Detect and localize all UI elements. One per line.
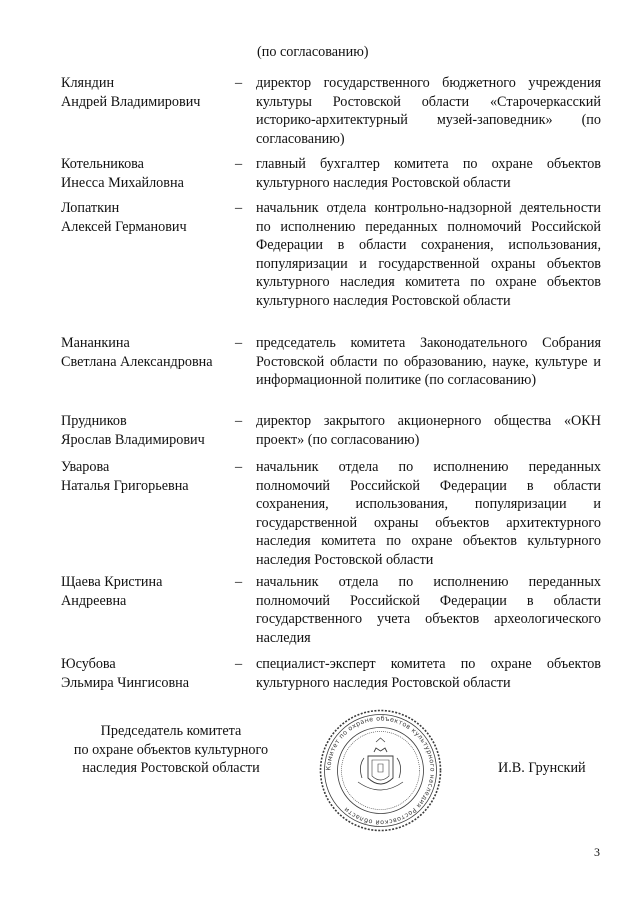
member-given-names: Алексей Германович bbox=[61, 218, 187, 235]
member-surname: Кляндин bbox=[61, 75, 115, 91]
member-name bbox=[61, 573, 231, 610]
chairman-title-line: Председатель комитета bbox=[100, 723, 242, 739]
member-role: председатель комитета Законодательного Собрания Ростовской области по образованию, науке, культуре и информационной политике (по согласованию) bbox=[256, 335, 601, 389]
member-given-names: Ярослав Владимирович bbox=[61, 431, 205, 448]
signer-name: И.В. Грунский bbox=[498, 760, 586, 776]
member-role: главный бухгалтер комитета по охране объектов культурного наследия Ростовской области bbox=[256, 156, 601, 191]
member-name bbox=[61, 458, 231, 495]
member-given-names: Наталья Григорьевна bbox=[61, 477, 189, 494]
member-role: директор государственного бюджетного учреждения культуры Ростовской области «Старочеркасский историко-архитектурный музей-заповедник» (по согласованию) bbox=[256, 75, 601, 147]
dash-separator: – bbox=[235, 413, 243, 429]
member-name bbox=[61, 334, 231, 371]
official-seal bbox=[318, 708, 443, 833]
member-given-names: Андреевна bbox=[61, 592, 127, 609]
member-name bbox=[61, 155, 231, 192]
dash-separator: – bbox=[235, 574, 243, 590]
member-surname: Уварова bbox=[61, 459, 110, 475]
dash-separator: – bbox=[235, 200, 243, 216]
member-surname: Лопаткин bbox=[61, 200, 120, 216]
chairman-title bbox=[60, 722, 282, 778]
member-role: директор закрытого акционерного общества «ОКН проект» (по согласованию) bbox=[256, 413, 601, 448]
member-given-names: Эльмира Чингисовна bbox=[61, 674, 190, 691]
dash-separator: – bbox=[235, 459, 243, 475]
member-surname: Юсубова bbox=[61, 656, 116, 672]
chairman-title-line: наследия Ростовской области bbox=[82, 760, 260, 777]
coat-of-arms-emblem bbox=[358, 738, 403, 790]
member-given-names: Андрей Владимирович bbox=[61, 93, 201, 110]
dash-separator: – bbox=[235, 335, 243, 351]
member-name bbox=[61, 74, 231, 111]
member-name bbox=[61, 412, 231, 449]
chairman-title-line: по охране объектов культурного bbox=[73, 741, 269, 758]
seal-text: Комитет по охране объектов культурного наследия Ростовской области bbox=[324, 714, 437, 827]
member-surname: Прудников bbox=[61, 413, 127, 429]
member-surname: Мананкина bbox=[61, 335, 130, 351]
member-surname: Щаева Кристина bbox=[61, 574, 163, 590]
member-name bbox=[61, 199, 231, 236]
member-name bbox=[61, 655, 231, 692]
member-surname: Котельникова bbox=[61, 156, 144, 172]
continuation-text: (по согласованию) bbox=[257, 44, 369, 60]
member-role: специалист-эксперт комитета по охране объектов культурного наследия Ростовской области bbox=[256, 656, 601, 691]
page-number: 3 bbox=[594, 845, 600, 859]
dash-separator: – bbox=[235, 656, 243, 672]
member-given-names: Инесса Михайловна bbox=[61, 174, 184, 191]
dash-separator: – bbox=[235, 156, 243, 172]
dash-separator: – bbox=[235, 75, 243, 91]
member-given-names: Светлана Александровна bbox=[61, 353, 213, 370]
member-role: начальник отдела контрольно-надзорной деятельности по исполнению переданных полномочий Российской Федерации в области сохранения, использования, популяризации и государственной охраны объектов культурного наследия комитета по охране объектов культурного наследия Ростовской области bbox=[256, 200, 601, 309]
member-role: начальник отдела по исполнению переданных полномочий Российской Федерации в области государственного учета объектов археологического наследия bbox=[256, 574, 601, 646]
member-role: начальник отдела по исполнению переданных полномочий Российской Федерации в области сохранения, использования, популяризации и государственной охраны объектов архитектурного наследия комитета по охране объектов культурного наследия Ростовской области bbox=[256, 459, 601, 568]
